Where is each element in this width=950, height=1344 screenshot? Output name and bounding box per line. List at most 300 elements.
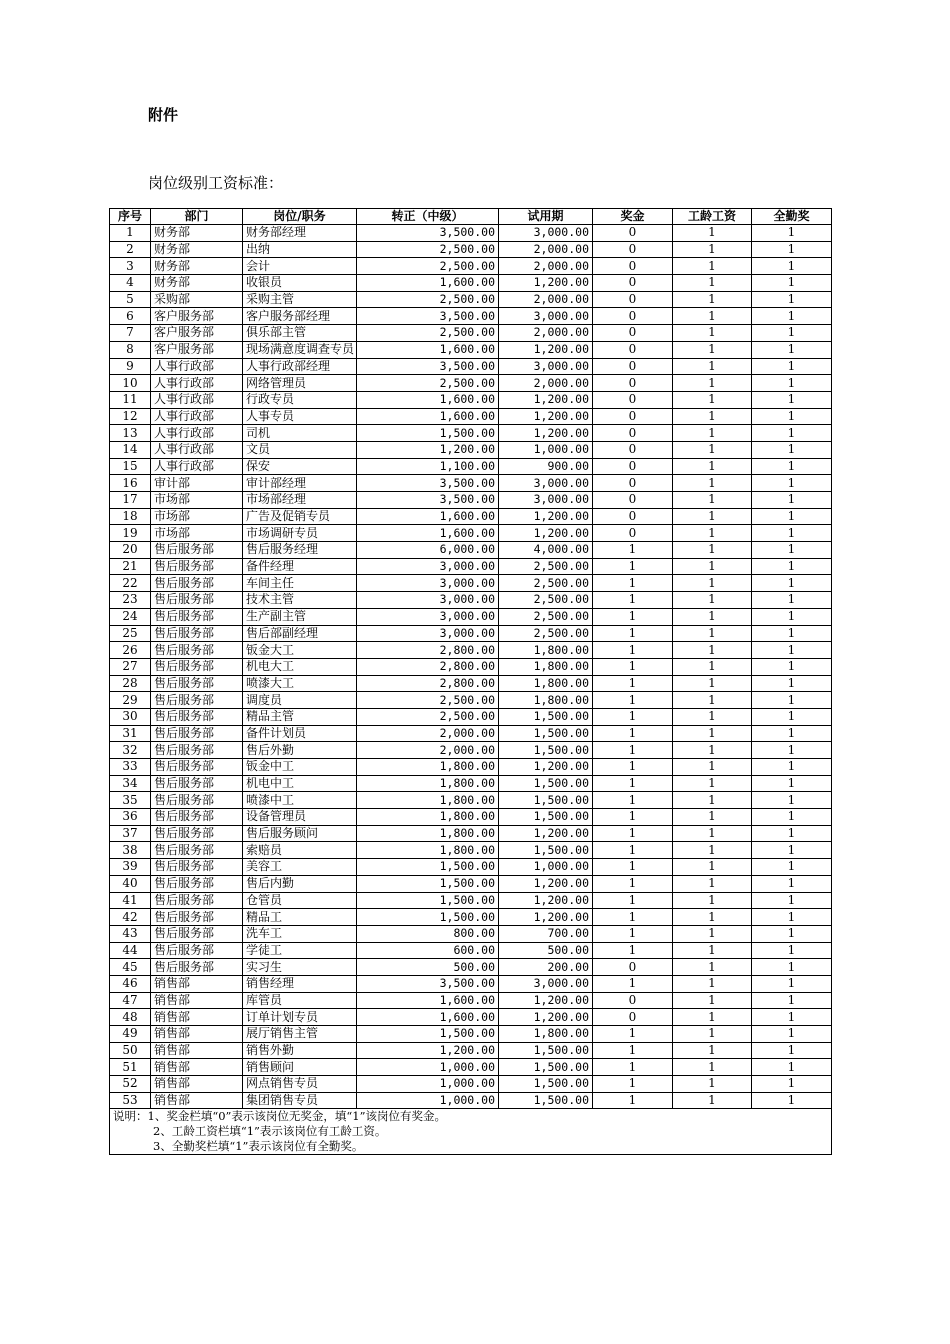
- cell-department: 销售部: [151, 1059, 243, 1076]
- cell-position: 采购主管: [243, 291, 357, 308]
- cell-attendance-bonus: 1: [752, 759, 832, 776]
- cell-department: 售后服务部: [151, 859, 243, 876]
- cell-department: 销售部: [151, 975, 243, 992]
- cell-probation-salary: 3,000.00: [499, 358, 593, 375]
- cell-probation-salary: 2,000.00: [499, 375, 593, 392]
- cell-position: 人事行政部经理: [243, 358, 357, 375]
- cell-probation-salary: 1,500.00: [499, 708, 593, 725]
- cell-attendance-bonus: 1: [752, 475, 832, 492]
- cell-seniority-pay: 1: [673, 1042, 752, 1059]
- cell-seniority-pay: 1: [673, 875, 752, 892]
- cell-regular-salary: 2,000.00: [357, 725, 499, 742]
- cell-regular-salary: 2,500.00: [357, 375, 499, 392]
- cell-probation-salary: 1,800.00: [499, 642, 593, 659]
- cell-seniority-pay: 1: [673, 258, 752, 275]
- cell-index: 11: [110, 391, 151, 408]
- table-row: [110, 258, 832, 275]
- table-row: [110, 975, 832, 992]
- cell-department: 售后服务部: [151, 642, 243, 659]
- cell-bonus: 1: [593, 809, 673, 826]
- cell-index: 6: [110, 308, 151, 325]
- cell-department: 售后服务部: [151, 909, 243, 926]
- cell-probation-salary: 1,200.00: [499, 892, 593, 909]
- cell-probation-salary: 1,200.00: [499, 1009, 593, 1026]
- cell-position: 索赔员: [243, 842, 357, 859]
- cell-probation-salary: 1,000.00: [499, 859, 593, 876]
- cell-index: 28: [110, 675, 151, 692]
- cell-regular-salary: 3,500.00: [357, 975, 499, 992]
- cell-bonus: 0: [593, 391, 673, 408]
- col-header-index: 序号: [110, 209, 151, 225]
- cell-position: 广告及促销专员: [243, 508, 357, 525]
- cell-bonus: 1: [593, 1026, 673, 1043]
- cell-attendance-bonus: 1: [752, 275, 832, 292]
- cell-index: 5: [110, 291, 151, 308]
- cell-regular-salary: 3,500.00: [357, 475, 499, 492]
- table-row: [110, 708, 832, 725]
- cell-seniority-pay: 1: [673, 759, 752, 776]
- cell-department: 售后服务部: [151, 592, 243, 609]
- cell-regular-salary: 1,600.00: [357, 525, 499, 542]
- cell-regular-salary: 1,500.00: [357, 909, 499, 926]
- table-row: [110, 809, 832, 826]
- cell-attendance-bonus: 1: [752, 775, 832, 792]
- cell-bonus: 1: [593, 892, 673, 909]
- table-row: [110, 475, 832, 492]
- cell-position: 销售外勤: [243, 1042, 357, 1059]
- cell-regular-salary: 2,500.00: [357, 241, 499, 258]
- cell-regular-salary: 3,000.00: [357, 558, 499, 575]
- cell-regular-salary: 2,500.00: [357, 692, 499, 709]
- cell-department: 售后服务部: [151, 708, 243, 725]
- cell-seniority-pay: 1: [673, 391, 752, 408]
- cell-position: 现场满意度调查专员: [243, 341, 357, 358]
- cell-index: 17: [110, 492, 151, 509]
- cell-position: 俱乐部主管: [243, 325, 357, 342]
- cell-department: 财务部: [151, 258, 243, 275]
- cell-department: 售后服务部: [151, 742, 243, 759]
- cell-bonus: 0: [593, 258, 673, 275]
- cell-position: 销售顾问: [243, 1059, 357, 1076]
- table-row: [110, 241, 832, 258]
- table-row: [110, 959, 832, 976]
- cell-attendance-bonus: 1: [752, 658, 832, 675]
- cell-index: 44: [110, 942, 151, 959]
- cell-index: 8: [110, 341, 151, 358]
- cell-attendance-bonus: 1: [752, 391, 832, 408]
- cell-probation-salary: 1,500.00: [499, 742, 593, 759]
- cell-probation-salary: 1,200.00: [499, 425, 593, 442]
- cell-index: 24: [110, 608, 151, 625]
- cell-regular-salary: 2,500.00: [357, 258, 499, 275]
- cell-position: 市场部经理: [243, 492, 357, 509]
- cell-regular-salary: 2,800.00: [357, 642, 499, 659]
- cell-seniority-pay: 1: [673, 308, 752, 325]
- cell-attendance-bonus: 1: [752, 859, 832, 876]
- cell-bonus: 0: [593, 525, 673, 542]
- cell-attendance-bonus: 1: [752, 692, 832, 709]
- cell-bonus: 0: [593, 425, 673, 442]
- table-row: [110, 358, 832, 375]
- cell-index: 36: [110, 809, 151, 826]
- cell-department: 售后服务部: [151, 675, 243, 692]
- cell-seniority-pay: 1: [673, 275, 752, 292]
- table-row: [110, 909, 832, 926]
- cell-position: 财务部经理: [243, 225, 357, 242]
- col-header-seniority-pay: 工龄工资: [673, 209, 752, 225]
- cell-attendance-bonus: 1: [752, 959, 832, 976]
- cell-index: 3: [110, 258, 151, 275]
- cell-seniority-pay: 1: [673, 358, 752, 375]
- cell-bonus: 1: [593, 1092, 673, 1109]
- cell-index: 48: [110, 1009, 151, 1026]
- table-row: [110, 375, 832, 392]
- cell-bonus: 0: [593, 275, 673, 292]
- cell-position: 钣金大工: [243, 642, 357, 659]
- cell-seniority-pay: 1: [673, 558, 752, 575]
- cell-position: 精品主管: [243, 708, 357, 725]
- cell-bonus: 1: [593, 975, 673, 992]
- cell-seniority-pay: 1: [673, 408, 752, 425]
- cell-seniority-pay: 1: [673, 458, 752, 475]
- cell-attendance-bonus: 1: [752, 925, 832, 942]
- cell-bonus: 1: [593, 625, 673, 642]
- cell-position: 设备管理员: [243, 809, 357, 826]
- cell-index: 25: [110, 625, 151, 642]
- cell-seniority-pay: 1: [673, 675, 752, 692]
- cell-probation-salary: 500.00: [499, 942, 593, 959]
- cell-bonus: 1: [593, 608, 673, 625]
- cell-seniority-pay: 1: [673, 959, 752, 976]
- cell-position: 备件计划员: [243, 725, 357, 742]
- cell-seniority-pay: 1: [673, 892, 752, 909]
- cell-position: 售后外勤: [243, 742, 357, 759]
- cell-position: 网点销售专员: [243, 1076, 357, 1093]
- cell-probation-salary: 1,200.00: [499, 825, 593, 842]
- cell-regular-salary: 1,600.00: [357, 992, 499, 1009]
- cell-position: 调度员: [243, 692, 357, 709]
- cell-seniority-pay: 1: [673, 475, 752, 492]
- cell-index: 27: [110, 658, 151, 675]
- cell-position: 审计部经理: [243, 475, 357, 492]
- cell-index: 26: [110, 642, 151, 659]
- cell-attendance-bonus: 1: [752, 508, 832, 525]
- cell-seniority-pay: 1: [673, 575, 752, 592]
- cell-probation-salary: 1,500.00: [499, 809, 593, 826]
- table-row: [110, 992, 832, 1009]
- cell-regular-salary: 3,000.00: [357, 575, 499, 592]
- cell-attendance-bonus: 1: [752, 525, 832, 542]
- cell-bonus: 1: [593, 842, 673, 859]
- cell-bonus: 1: [593, 775, 673, 792]
- cell-seniority-pay: 1: [673, 225, 752, 242]
- salary-standard-table: [109, 208, 832, 1155]
- cell-seniority-pay: 1: [673, 542, 752, 559]
- cell-department: 财务部: [151, 241, 243, 258]
- cell-department: 售后服务部: [151, 575, 243, 592]
- cell-regular-salary: 800.00: [357, 925, 499, 942]
- cell-department: 财务部: [151, 225, 243, 242]
- cell-probation-salary: 1,000.00: [499, 441, 593, 458]
- cell-attendance-bonus: 1: [752, 708, 832, 725]
- cell-seniority-pay: 1: [673, 291, 752, 308]
- cell-probation-salary: 1,200.00: [499, 909, 593, 926]
- cell-department: 人事行政部: [151, 441, 243, 458]
- cell-bonus: 1: [593, 542, 673, 559]
- cell-regular-salary: 1,000.00: [357, 1059, 499, 1076]
- cell-department: 售后服务部: [151, 542, 243, 559]
- cell-bonus: 1: [593, 909, 673, 926]
- cell-regular-salary: 1,000.00: [357, 1076, 499, 1093]
- cell-position: 售后服务经理: [243, 542, 357, 559]
- table-row: [110, 1076, 832, 1093]
- cell-bonus: 1: [593, 558, 673, 575]
- cell-position: 技术主管: [243, 592, 357, 609]
- cell-index: 14: [110, 441, 151, 458]
- cell-department: 客户服务部: [151, 325, 243, 342]
- table-row: [110, 842, 832, 859]
- cell-probation-salary: 3,000.00: [499, 975, 593, 992]
- cell-department: 售后服务部: [151, 558, 243, 575]
- cell-seniority-pay: 1: [673, 341, 752, 358]
- table-row: [110, 875, 832, 892]
- col-header-department: 部门: [151, 209, 243, 225]
- cell-department: 市场部: [151, 492, 243, 509]
- cell-seniority-pay: 1: [673, 909, 752, 926]
- cell-regular-salary: 2,800.00: [357, 658, 499, 675]
- table-row: [110, 608, 832, 625]
- cell-regular-salary: 1,600.00: [357, 1009, 499, 1026]
- table-row: [110, 408, 832, 425]
- cell-bonus: 0: [593, 1009, 673, 1026]
- notes-cell: [110, 1109, 832, 1155]
- cell-index: 50: [110, 1042, 151, 1059]
- cell-probation-salary: 2,500.00: [499, 608, 593, 625]
- cell-seniority-pay: 1: [673, 742, 752, 759]
- table-row: [110, 1026, 832, 1043]
- cell-attendance-bonus: 1: [752, 575, 832, 592]
- cell-index: 20: [110, 542, 151, 559]
- table-row: [110, 592, 832, 609]
- cell-regular-salary: 3,000.00: [357, 608, 499, 625]
- cell-attendance-bonus: 1: [752, 458, 832, 475]
- cell-seniority-pay: 1: [673, 441, 752, 458]
- cell-attendance-bonus: 1: [752, 608, 832, 625]
- table-row: [110, 742, 832, 759]
- cell-attendance-bonus: 1: [752, 291, 832, 308]
- cell-department: 售后服务部: [151, 725, 243, 742]
- cell-seniority-pay: 1: [673, 725, 752, 742]
- cell-index: 32: [110, 742, 151, 759]
- table-row: [110, 725, 832, 742]
- cell-index: 46: [110, 975, 151, 992]
- cell-regular-salary: 1,500.00: [357, 892, 499, 909]
- cell-position: 美容工: [243, 859, 357, 876]
- cell-regular-salary: 3,000.00: [357, 592, 499, 609]
- cell-probation-salary: 1,800.00: [499, 658, 593, 675]
- cell-probation-salary: 3,000.00: [499, 225, 593, 242]
- table-row: [110, 775, 832, 792]
- cell-seniority-pay: 1: [673, 708, 752, 725]
- cell-attendance-bonus: 1: [752, 441, 832, 458]
- cell-seniority-pay: 1: [673, 325, 752, 342]
- cell-department: 销售部: [151, 1042, 243, 1059]
- cell-department: 售后服务部: [151, 658, 243, 675]
- cell-bonus: 0: [593, 308, 673, 325]
- note-line-2: 2、工龄工资栏填“1”表示该岗位有工龄工资。: [153, 1124, 387, 1139]
- cell-attendance-bonus: 1: [752, 642, 832, 659]
- cell-position: 司机: [243, 425, 357, 442]
- cell-index: 34: [110, 775, 151, 792]
- cell-probation-salary: 1,200.00: [499, 759, 593, 776]
- cell-regular-salary: 1,100.00: [357, 458, 499, 475]
- cell-seniority-pay: 1: [673, 1026, 752, 1043]
- cell-regular-salary: 3,500.00: [357, 358, 499, 375]
- cell-bonus: 1: [593, 658, 673, 675]
- cell-department: 售后服务部: [151, 759, 243, 776]
- cell-probation-salary: 3,000.00: [499, 492, 593, 509]
- table-row: [110, 1042, 832, 1059]
- cell-seniority-pay: 1: [673, 692, 752, 709]
- cell-probation-salary: 1,500.00: [499, 1059, 593, 1076]
- cell-position: 喷漆中工: [243, 792, 357, 809]
- cell-attendance-bonus: 1: [752, 809, 832, 826]
- table-row: [110, 542, 832, 559]
- cell-probation-salary: 3,000.00: [499, 475, 593, 492]
- cell-attendance-bonus: 1: [752, 425, 832, 442]
- table-row: [110, 792, 832, 809]
- cell-probation-salary: 1,500.00: [499, 792, 593, 809]
- col-header-bonus: 奖金: [593, 209, 673, 225]
- attachment-heading: 附件: [148, 106, 179, 124]
- cell-attendance-bonus: 1: [752, 408, 832, 425]
- cell-probation-salary: 2,000.00: [499, 241, 593, 258]
- cell-position: 洗车工: [243, 925, 357, 942]
- cell-bonus: 1: [593, 942, 673, 959]
- cell-position: 仓管员: [243, 892, 357, 909]
- cell-seniority-pay: 1: [673, 992, 752, 1009]
- cell-department: 采购部: [151, 291, 243, 308]
- cell-seniority-pay: 1: [673, 241, 752, 258]
- cell-probation-salary: 1,200.00: [499, 341, 593, 358]
- cell-bonus: 1: [593, 725, 673, 742]
- cell-attendance-bonus: 1: [752, 375, 832, 392]
- cell-position: 人事专员: [243, 408, 357, 425]
- cell-index: 29: [110, 692, 151, 709]
- cell-seniority-pay: 1: [673, 842, 752, 859]
- cell-attendance-bonus: 1: [752, 892, 832, 909]
- cell-position: 车间主任: [243, 575, 357, 592]
- cell-attendance-bonus: 1: [752, 341, 832, 358]
- cell-bonus: 1: [593, 692, 673, 709]
- cell-index: 4: [110, 275, 151, 292]
- cell-probation-salary: 1,500.00: [499, 842, 593, 859]
- cell-position: 备件经理: [243, 558, 357, 575]
- cell-bonus: 1: [593, 792, 673, 809]
- cell-regular-salary: 2,500.00: [357, 325, 499, 342]
- cell-bonus: 0: [593, 408, 673, 425]
- cell-probation-salary: 2,500.00: [499, 558, 593, 575]
- cell-probation-salary: 1,800.00: [499, 692, 593, 709]
- cell-regular-salary: 1,500.00: [357, 1026, 499, 1043]
- cell-seniority-pay: 1: [673, 809, 752, 826]
- cell-position: 售后内勤: [243, 875, 357, 892]
- cell-attendance-bonus: 1: [752, 1009, 832, 1026]
- cell-position: 会计: [243, 258, 357, 275]
- table-row: [110, 658, 832, 675]
- cell-department: 售后服务部: [151, 809, 243, 826]
- cell-department: 售后服务部: [151, 792, 243, 809]
- cell-bonus: 1: [593, 742, 673, 759]
- cell-index: 51: [110, 1059, 151, 1076]
- cell-bonus: 0: [593, 341, 673, 358]
- cell-department: 售后服务部: [151, 875, 243, 892]
- note-line-3: 3、全勤奖栏填“1”表示该岗位有全勤奖。: [153, 1139, 364, 1154]
- cell-regular-salary: 1,600.00: [357, 341, 499, 358]
- cell-bonus: 0: [593, 959, 673, 976]
- cell-position: 精品工: [243, 909, 357, 926]
- cell-department: 售后服务部: [151, 825, 243, 842]
- cell-department: 销售部: [151, 1009, 243, 1026]
- cell-seniority-pay: 1: [673, 425, 752, 442]
- cell-bonus: 1: [593, 675, 673, 692]
- col-header-position: 岗位/职务: [243, 209, 357, 225]
- cell-bonus: 1: [593, 592, 673, 609]
- cell-attendance-bonus: 1: [752, 625, 832, 642]
- cell-index: 7: [110, 325, 151, 342]
- cell-seniority-pay: 1: [673, 1092, 752, 1109]
- cell-seniority-pay: 1: [673, 642, 752, 659]
- cell-regular-salary: 1,600.00: [357, 408, 499, 425]
- table-row: [110, 325, 832, 342]
- cell-department: 财务部: [151, 275, 243, 292]
- table-subtitle: 岗位级别工资标准：: [148, 174, 284, 192]
- cell-bonus: 1: [593, 859, 673, 876]
- cell-department: 售后服务部: [151, 942, 243, 959]
- cell-position: 市场调研专员: [243, 525, 357, 542]
- cell-probation-salary: 1,500.00: [499, 1076, 593, 1093]
- cell-position: 机电大工: [243, 658, 357, 675]
- cell-department: 人事行政部: [151, 375, 243, 392]
- col-header-regular-salary: 转正（中级）: [357, 209, 499, 225]
- cell-probation-salary: 2,000.00: [499, 291, 593, 308]
- cell-attendance-bonus: 1: [752, 792, 832, 809]
- cell-index: 38: [110, 842, 151, 859]
- cell-attendance-bonus: 1: [752, 942, 832, 959]
- cell-attendance-bonus: 1: [752, 909, 832, 926]
- cell-attendance-bonus: 1: [752, 1092, 832, 1109]
- cell-department: 售后服务部: [151, 608, 243, 625]
- cell-attendance-bonus: 1: [752, 875, 832, 892]
- cell-attendance-bonus: 1: [752, 1042, 832, 1059]
- table-row: [110, 575, 832, 592]
- cell-bonus: 0: [593, 325, 673, 342]
- cell-index: 42: [110, 909, 151, 926]
- cell-department: 售后服务部: [151, 959, 243, 976]
- table-row: [110, 225, 832, 242]
- cell-probation-salary: 1,500.00: [499, 775, 593, 792]
- cell-bonus: 1: [593, 925, 673, 942]
- table-body: [110, 225, 832, 1109]
- table-row: [110, 525, 832, 542]
- table-row: [110, 892, 832, 909]
- table-row: [110, 308, 832, 325]
- cell-position: 出纳: [243, 241, 357, 258]
- cell-department: 售后服务部: [151, 692, 243, 709]
- cell-regular-salary: 1,800.00: [357, 809, 499, 826]
- cell-seniority-pay: 1: [673, 625, 752, 642]
- table-row: [110, 1009, 832, 1026]
